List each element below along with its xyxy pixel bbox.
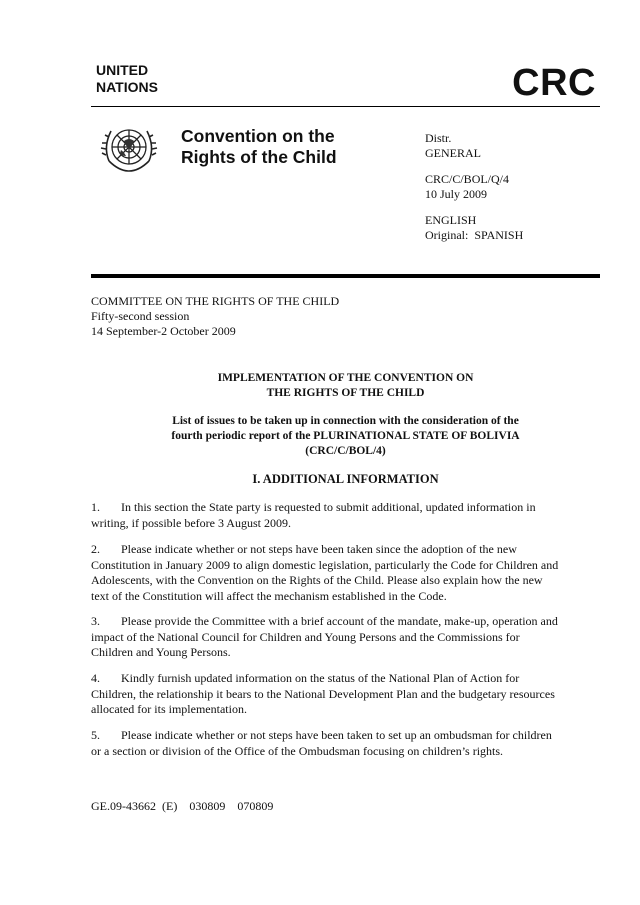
document-subheading-line3: (CRC/C/BOL/4) bbox=[305, 445, 386, 457]
convention-title-line1: Convention on the bbox=[181, 126, 335, 146]
paragraph-1 bbox=[91, 500, 606, 531]
original-language: Original: SPANISH bbox=[425, 227, 524, 242]
org-name bbox=[96, 62, 158, 96]
paragraph-4 bbox=[91, 671, 606, 718]
convention-title bbox=[181, 126, 337, 168]
document-symbol: CRC/C/BOL/Q/4 bbox=[425, 172, 510, 186]
paragraph-2 bbox=[91, 542, 606, 604]
paragraph-line: Please provide the Committee with a brief account of the mandate, make-up, operation and bbox=[121, 614, 558, 628]
paragraph-line: text of the Constitution will affect the mechanism established in the Code. bbox=[91, 588, 447, 603]
thick-divider bbox=[91, 274, 600, 278]
committee-dates: 14 September-2 October 2009 bbox=[91, 324, 236, 338]
org-name-line2: NATIONS bbox=[96, 79, 158, 95]
paragraph-number: 2. bbox=[91, 542, 100, 556]
distribution-label: Distr. bbox=[425, 131, 452, 145]
doc-series-code: CRC bbox=[512, 62, 596, 104]
paragraph-line: Constitution in January 2009 to align domestic legislation, particularly the Code for Children and bbox=[91, 557, 559, 572]
paragraph-line: impact of the National Council for Children and Young Persons and the Commissions for bbox=[91, 629, 520, 644]
document-subheading-line2: fourth periodic report of the PLURINATIONAL STATE OF BOLIVIA bbox=[171, 430, 520, 442]
paragraph-number: 5. bbox=[91, 728, 100, 742]
committee-block bbox=[91, 294, 339, 339]
document-subheading-line1: List of issues to be taken up in connection with the consideration of the bbox=[172, 415, 519, 427]
document-subheading bbox=[91, 414, 600, 459]
document-language: ENGLISH bbox=[425, 213, 477, 227]
paragraph-line: or a section or division of the Office of the Ombudsman focusing on children’s rights. bbox=[91, 743, 504, 758]
committee-name: COMMITTEE ON THE RIGHTS OF THE CHILD bbox=[91, 294, 340, 308]
paragraph-number: 1. bbox=[91, 500, 100, 514]
paragraph-5 bbox=[91, 728, 606, 759]
paragraph-number: 3. bbox=[91, 614, 100, 628]
paragraph-line: Adolescents, with the Convention on the Rights of the Child. Please also explain how the new bbox=[91, 573, 543, 587]
org-name-line1: UNITED bbox=[96, 62, 149, 78]
paragraph-line: writing, if possible before 3 August 2009. bbox=[91, 515, 291, 530]
footer-job-number: GE.09-43662 (E) 030809 070809 bbox=[91, 799, 274, 813]
paragraph-line: Please indicate whether or not steps have been taken to set up an ombudsman for children bbox=[121, 728, 552, 742]
paragraph-line: allocated for its implementation. bbox=[91, 702, 247, 716]
paragraph-line: Children, the relationship it bears to the National Development Plan and the budgetary resources bbox=[91, 686, 555, 701]
paragraph-line: Please indicate whether or not steps have been taken since the adoption of the new bbox=[121, 542, 517, 556]
paragraph-3 bbox=[91, 614, 606, 661]
document-heading bbox=[91, 371, 600, 401]
header-rule bbox=[91, 106, 600, 107]
paragraph-number: 4. bbox=[91, 671, 100, 685]
paragraph-line: Kindly furnish updated information on the status of the National Plan of Action for bbox=[121, 671, 520, 685]
document-date: 10 July 2009 bbox=[425, 186, 488, 201]
un-emblem-icon bbox=[97, 117, 161, 181]
paragraph-line: Children and Young Persons. bbox=[91, 645, 231, 659]
paragraph-line: In this section the State party is requested to submit additional, updated information in bbox=[121, 500, 536, 514]
document-heading-line2: THE RIGHTS OF THE CHILD bbox=[266, 387, 425, 399]
convention-title-line2: Rights of the Child bbox=[181, 147, 337, 167]
committee-session: Fifty-second session bbox=[91, 309, 190, 323]
document-heading-line1: IMPLEMENTATION OF THE CONVENTION ON bbox=[217, 372, 474, 384]
section-heading: I. ADDITIONAL INFORMATION bbox=[252, 472, 439, 486]
document-metadata bbox=[425, 131, 523, 254]
distribution-value: GENERAL bbox=[425, 145, 481, 160]
